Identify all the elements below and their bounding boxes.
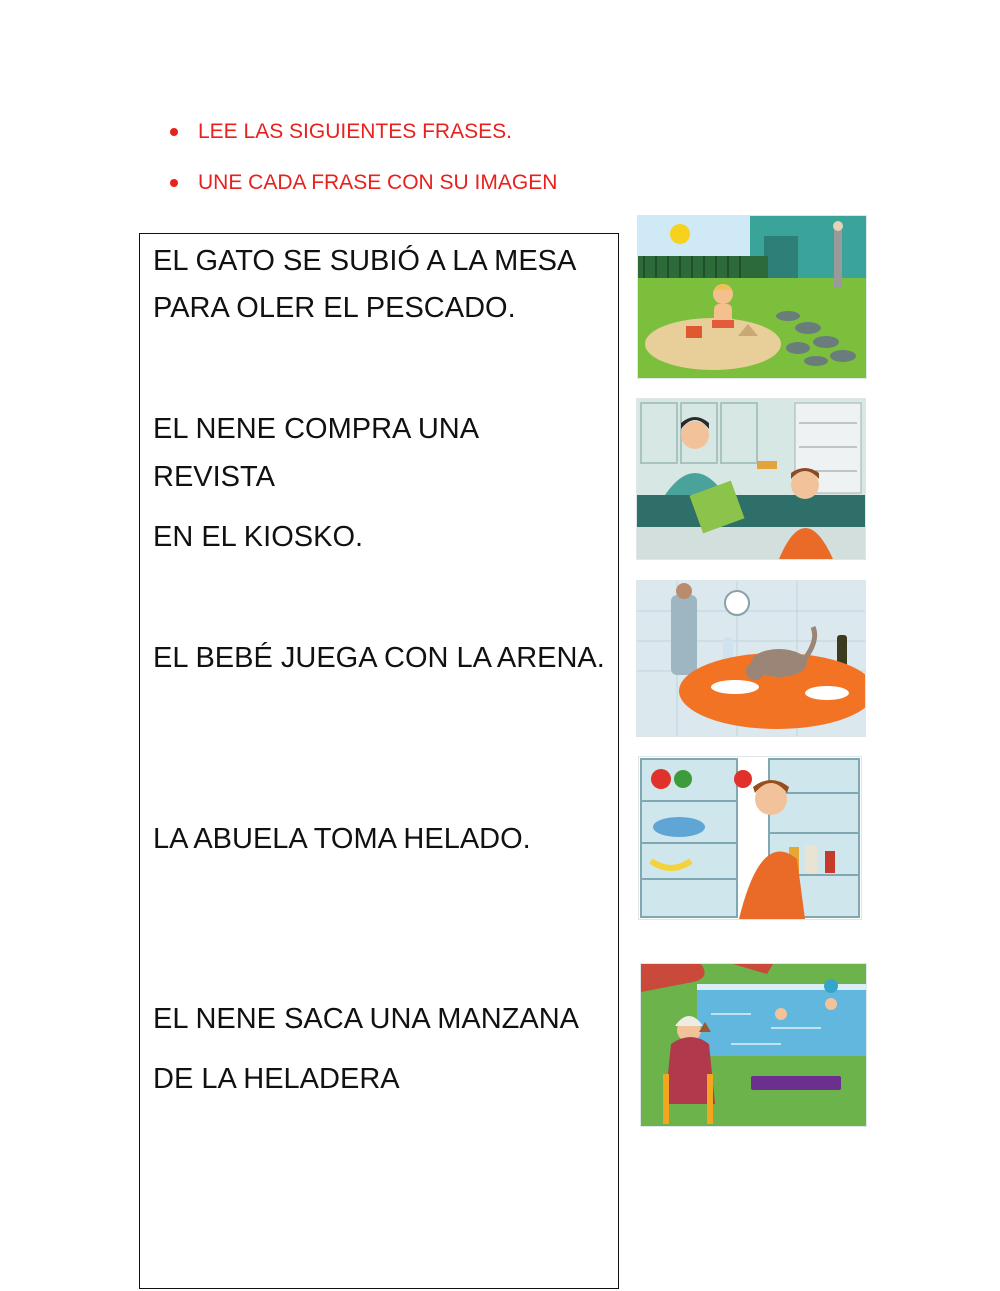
- sentence-5-line-2[interactable]: DE LA HELADERA: [153, 1063, 400, 1095]
- image-baby-sand[interactable]: [637, 215, 867, 379]
- sentence-2-line-2[interactable]: REVISTA: [153, 461, 275, 493]
- sentence-2-line-1[interactable]: EL NENE COMPRA UNA: [153, 413, 480, 445]
- image-fridge-apple[interactable]: [638, 756, 862, 920]
- image-grandma-icecream[interactable]: [640, 963, 867, 1127]
- bullet-icon: [170, 179, 178, 187]
- sentence-2-line-3[interactable]: EN EL KIOSKO.: [153, 521, 364, 553]
- sentence-4-line-1[interactable]: LA ABUELA TOMA HELADO.: [153, 823, 531, 855]
- sentence-3-line-1[interactable]: EL BEBÉ JUEGA CON LA ARENA.: [153, 642, 605, 674]
- image-kiosk-magazine[interactable]: [636, 398, 866, 560]
- instruction-item: [168, 118, 557, 169]
- instruction-item: [168, 169, 557, 220]
- instruction-text: UNE CADA FRASE CON SU IMAGEN: [198, 171, 558, 194]
- instruction-list: [168, 118, 557, 220]
- sentence-1-line-2[interactable]: PARA OLER EL PESCADO.: [153, 292, 516, 324]
- sentence-box: [139, 233, 619, 1289]
- instruction-text: LEE LAS SIGUIENTES FRASES.: [198, 120, 512, 143]
- sentence-1-line-1[interactable]: EL GATO SE SUBIÓ A LA MESA: [153, 245, 577, 277]
- sentence-5-line-1[interactable]: EL NENE SACA UNA MANZANA: [153, 1003, 579, 1035]
- image-cat-table[interactable]: [636, 580, 866, 737]
- bullet-icon: [170, 128, 178, 136]
